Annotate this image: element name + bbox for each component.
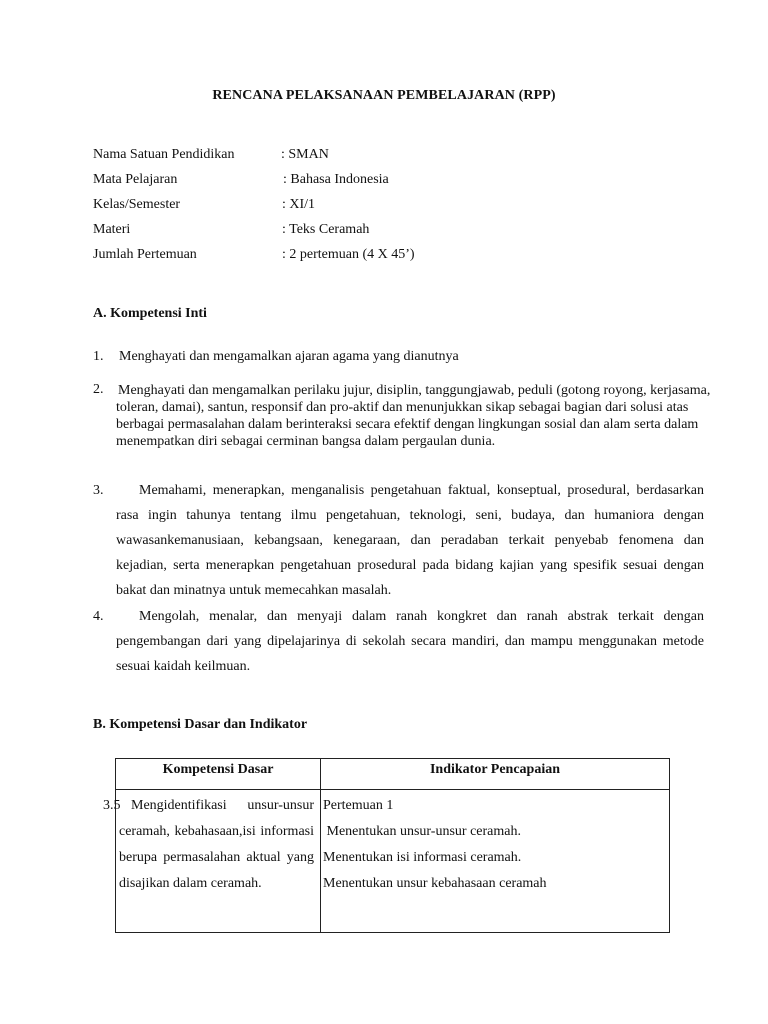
indicator-list bbox=[323, 793, 663, 897]
table-divider bbox=[320, 759, 321, 932]
kd-indicator-table bbox=[103, 758, 670, 933]
info-label: Kelas/Semester bbox=[93, 197, 181, 212]
item-number: 3. bbox=[93, 483, 104, 498]
item-number: 2. bbox=[93, 382, 104, 397]
info-value: : Bahasa Indonesia bbox=[283, 172, 389, 187]
table-divider bbox=[116, 789, 669, 790]
indicator-item: Pertemuan 1 bbox=[323, 798, 394, 813]
info-label: Jumlah Pertemuan bbox=[93, 247, 197, 262]
item-number: 4. bbox=[93, 609, 104, 624]
item-text: Mengolah, menalar, dan menyaji dalam ranah kongkret dan ranah abstrak terkait dengan pengembangan dari yang dipelajarinya di sekolah secara mandiri, dan mampu menggunakan metode sesuai kaidah keilmuan. bbox=[116, 609, 704, 674]
section-a-heading: A. Kompetensi Inti bbox=[93, 306, 207, 321]
kd-number: 3.5 bbox=[103, 798, 121, 813]
info-label: Mata Pelajaran bbox=[93, 172, 178, 187]
table-header-kd: Kompetensi Dasar bbox=[162, 762, 274, 777]
info-label: Materi bbox=[93, 222, 131, 237]
info-value: : XI/1 bbox=[282, 197, 316, 212]
kd-text: Mengidentifikasi unsur-unsur ceramah, kebahasaan,isi informasi berupa permasalahan aktual yang disajikan dalam ceramah. bbox=[119, 798, 314, 891]
indicator-item: Menentukan isi informasi ceramah. bbox=[323, 850, 522, 865]
info-value: : Teks Ceramah bbox=[282, 222, 370, 237]
item-text: Menghayati dan mengamalkan perilaku jujur, disiplin, tanggungjawab, peduli (gotong royong, kerjasama, toleran, damai), santun, responsif dan pro-aktif dan menunjukkan sikap sebagai bagian dari solusi atas berbagai permasalahan dalam berinteraksi secara efektif dengan lingkungan sosial dan alam serta dalam menempatkan diri sebagai cerminan bangsa dalam pergaulan dunia. bbox=[116, 383, 711, 449]
indicator-item: Menentukan unsur kebahasaan ceramah bbox=[323, 876, 547, 891]
item-number: 1. bbox=[93, 349, 104, 364]
item-text: Menghayati dan mengamalkan ajaran agama yang dianutnya bbox=[119, 349, 459, 364]
table-header-indikator: Indikator Pencapaian bbox=[429, 762, 561, 777]
info-label: Nama Satuan Pendidikan bbox=[93, 147, 235, 162]
indicator-item: Menentukan unsur-unsur ceramah. bbox=[323, 824, 521, 839]
info-value: : 2 pertemuan (4 X 45’) bbox=[282, 247, 415, 262]
section-b-heading: B. Kompetensi Dasar dan Indikator bbox=[93, 717, 308, 732]
item-text: Memahami, menerapkan, menganalisis pengetahuan faktual, konseptual, prosedural, berdasarkan rasa ingin tahunya tentang ilmu pengetahuan, teknologi, seni, budaya, dan humaniora dengan wawasankemanusiaan, kebangsaan, kenegaraan, dan peradaban terkait penyebab fenomena dan kejadian, serta menerapkan pengetahuan prosedural pada bidang kajian yang spesifik sesuai dengan bakat dan minatnya untuk memecahkan masalah. bbox=[116, 483, 704, 598]
info-value: : SMAN bbox=[281, 147, 329, 162]
page-title: RENCANA PELAKSANAAN PEMBELAJARAN (RPP) bbox=[212, 88, 556, 103]
